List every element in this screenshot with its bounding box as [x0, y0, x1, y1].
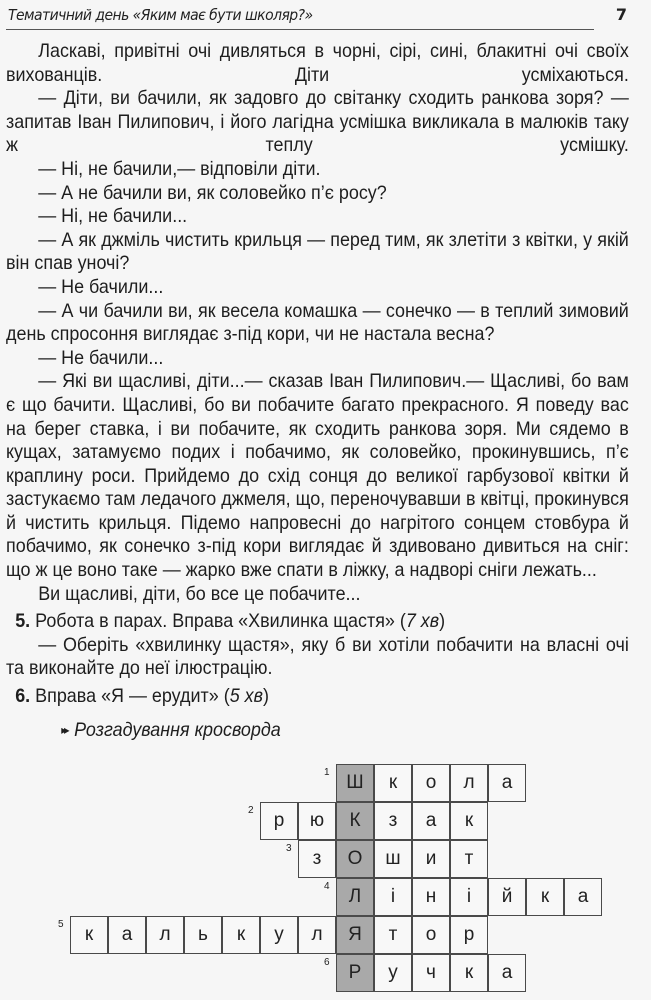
crossword-cell[interactable]: о: [412, 764, 450, 802]
task-text: Вправа «Я — ерудит» (: [35, 685, 230, 708]
task-5: [6, 610, 629, 634]
paragraph: — Які ви щасливі, діти...— сказав Іван Пилипович.— Щасливі, бо вам є що бачити. Щасливі, бо ви побачите багато прекрасного. Я поведу вас на берег ставка, і ви побачите, як сходить ранкова зоря. Ми сядемо в кущах, затамуємо подих і побачимо, як соловейко, прокинувшись, п’є краплину роси. Прийдемо до схід сонця до великої гарбузової квітки й застукаємо там ледачого джмеля, що, переночувавши в квітці, прокинувся й чистить крильця. Підемо напровесні до нагрітого сонцем стовбура й побачимо, як сонечко з-під кори виглядає й здивовано дивиться на сніг: що ж це воно таке — жарко вже спати в ліжку, а надворі сніги лежать...: [6, 370, 629, 582]
page-number: 7: [615, 5, 627, 24]
crossword-cell[interactable]: и: [412, 840, 450, 878]
crossword-cell[interactable]: й: [488, 878, 526, 916]
crossword-cell[interactable]: і: [450, 878, 488, 916]
clue-number: 4: [324, 881, 330, 892]
crossword-cell[interactable]: к: [374, 764, 412, 802]
paragraph: — Ні, не бачили...: [38, 205, 188, 228]
crossword-key-cell[interactable]: Я: [336, 916, 374, 954]
crossword-key-cell[interactable]: Л: [336, 878, 374, 916]
crossword-cell[interactable]: р: [260, 802, 298, 840]
task-6: [6, 685, 629, 709]
task-close-paren: ): [439, 610, 446, 633]
crossword-cell[interactable]: к: [222, 916, 260, 954]
task-number: 5.: [15, 610, 31, 633]
paragraph: — А не бачили ви, як соловейко п’є росу?: [38, 181, 387, 204]
crossword-cell[interactable]: л: [450, 764, 488, 802]
clue-number: 1: [324, 767, 330, 778]
crossword-cell[interactable]: ь: [184, 916, 222, 954]
body-text: [6, 40, 629, 742]
crossword-cell[interactable]: з: [374, 802, 412, 840]
crossword-cell[interactable]: л: [298, 916, 336, 954]
paragraph: — А чи бачили ви, як весела комашка — сонечко — в теплий зимовий день спросоння виглядає з-під кори, чи не настала весна?: [6, 299, 629, 346]
crossword-cell[interactable]: т: [374, 916, 412, 954]
page-header: [6, 3, 594, 30]
crossword-cell[interactable]: а: [488, 954, 526, 992]
crossword-cell[interactable]: т: [450, 840, 488, 878]
crossword-key-cell[interactable]: Ш: [336, 764, 374, 802]
paragraph: Ви щасливі, діти, бо все це побачите...: [38, 582, 361, 605]
task-text: Робота в парах. Вправа «Хвилинка щастя» (: [35, 610, 406, 633]
crossword-cell[interactable]: а: [412, 802, 450, 840]
crossword-key-cell[interactable]: К: [336, 802, 374, 840]
task-time: 7 хв: [405, 610, 440, 633]
crossword-cell[interactable]: а: [108, 916, 146, 954]
paragraph: — Діти, ви бачили, як задовго до світанку сходить ранкова зоря? — запитав Іван Пилипович, і його лагідна усмішка викликала в малюків таку ж теплу усмішку.: [6, 87, 629, 157]
task-time: 5 хв: [229, 685, 263, 708]
crossword-cell[interactable]: р: [450, 916, 488, 954]
crossword-cell[interactable]: з: [298, 840, 336, 878]
crossword-cell[interactable]: і: [374, 878, 412, 916]
paragraph: Ласкаві, привітні очі дивляться в чорні, сірі, сині, блакитні очі своїх вихованців. Діти усміхаються.: [6, 40, 629, 86]
paragraph: — Не бачили...: [38, 275, 164, 298]
crossword-cell[interactable]: ш: [374, 840, 412, 878]
crossword-cell[interactable]: к: [450, 802, 488, 840]
crossword-cell[interactable]: к: [70, 916, 108, 954]
crossword-cell[interactable]: н: [412, 878, 450, 916]
clue-number: 3: [286, 843, 292, 854]
crossword-cell[interactable]: о: [412, 916, 450, 954]
crossword-cell[interactable]: к: [526, 878, 564, 916]
crossword-cell[interactable]: а: [488, 764, 526, 802]
paragraph: — Ні, не бачили,— відповіли діти.: [38, 157, 321, 180]
clue-number: 5: [58, 919, 64, 930]
clue-number: 6: [324, 957, 330, 968]
paragraph: — Не бачили...: [38, 346, 164, 369]
clue-number: 2: [248, 805, 254, 816]
crossword-cell[interactable]: ю: [298, 802, 336, 840]
subtitle: [6, 719, 629, 743]
crossword-cell[interactable]: л: [146, 916, 184, 954]
crossword-key-cell[interactable]: О: [336, 840, 374, 878]
running-title: Тематичний день «Яким має бути школяр?»: [8, 6, 313, 24]
subtitle-text: Розгадування кросворда: [74, 718, 281, 741]
crossword-cell[interactable]: к: [450, 954, 488, 992]
task-number: 6.: [15, 685, 31, 708]
crossword-cell[interactable]: у: [374, 954, 412, 992]
paragraph: — А як джміль чистить крильця — перед тим, як злетіти з квітки, у якій він спав уночі?: [6, 228, 629, 275]
crossword-cell[interactable]: ч: [412, 954, 450, 992]
crossword-cell[interactable]: а: [564, 878, 602, 916]
task-close-paren: ): [262, 685, 269, 708]
crossword-key-cell[interactable]: Р: [336, 954, 374, 992]
task-instruction: — Оберіть «хвилинку щастя», яку б ви хотіли побачити на власні очі та виконайте до неї ілюстрацію.: [6, 633, 629, 680]
double-arrow-icon: ▸▸: [61, 722, 67, 737]
crossword-cell[interactable]: у: [260, 916, 298, 954]
